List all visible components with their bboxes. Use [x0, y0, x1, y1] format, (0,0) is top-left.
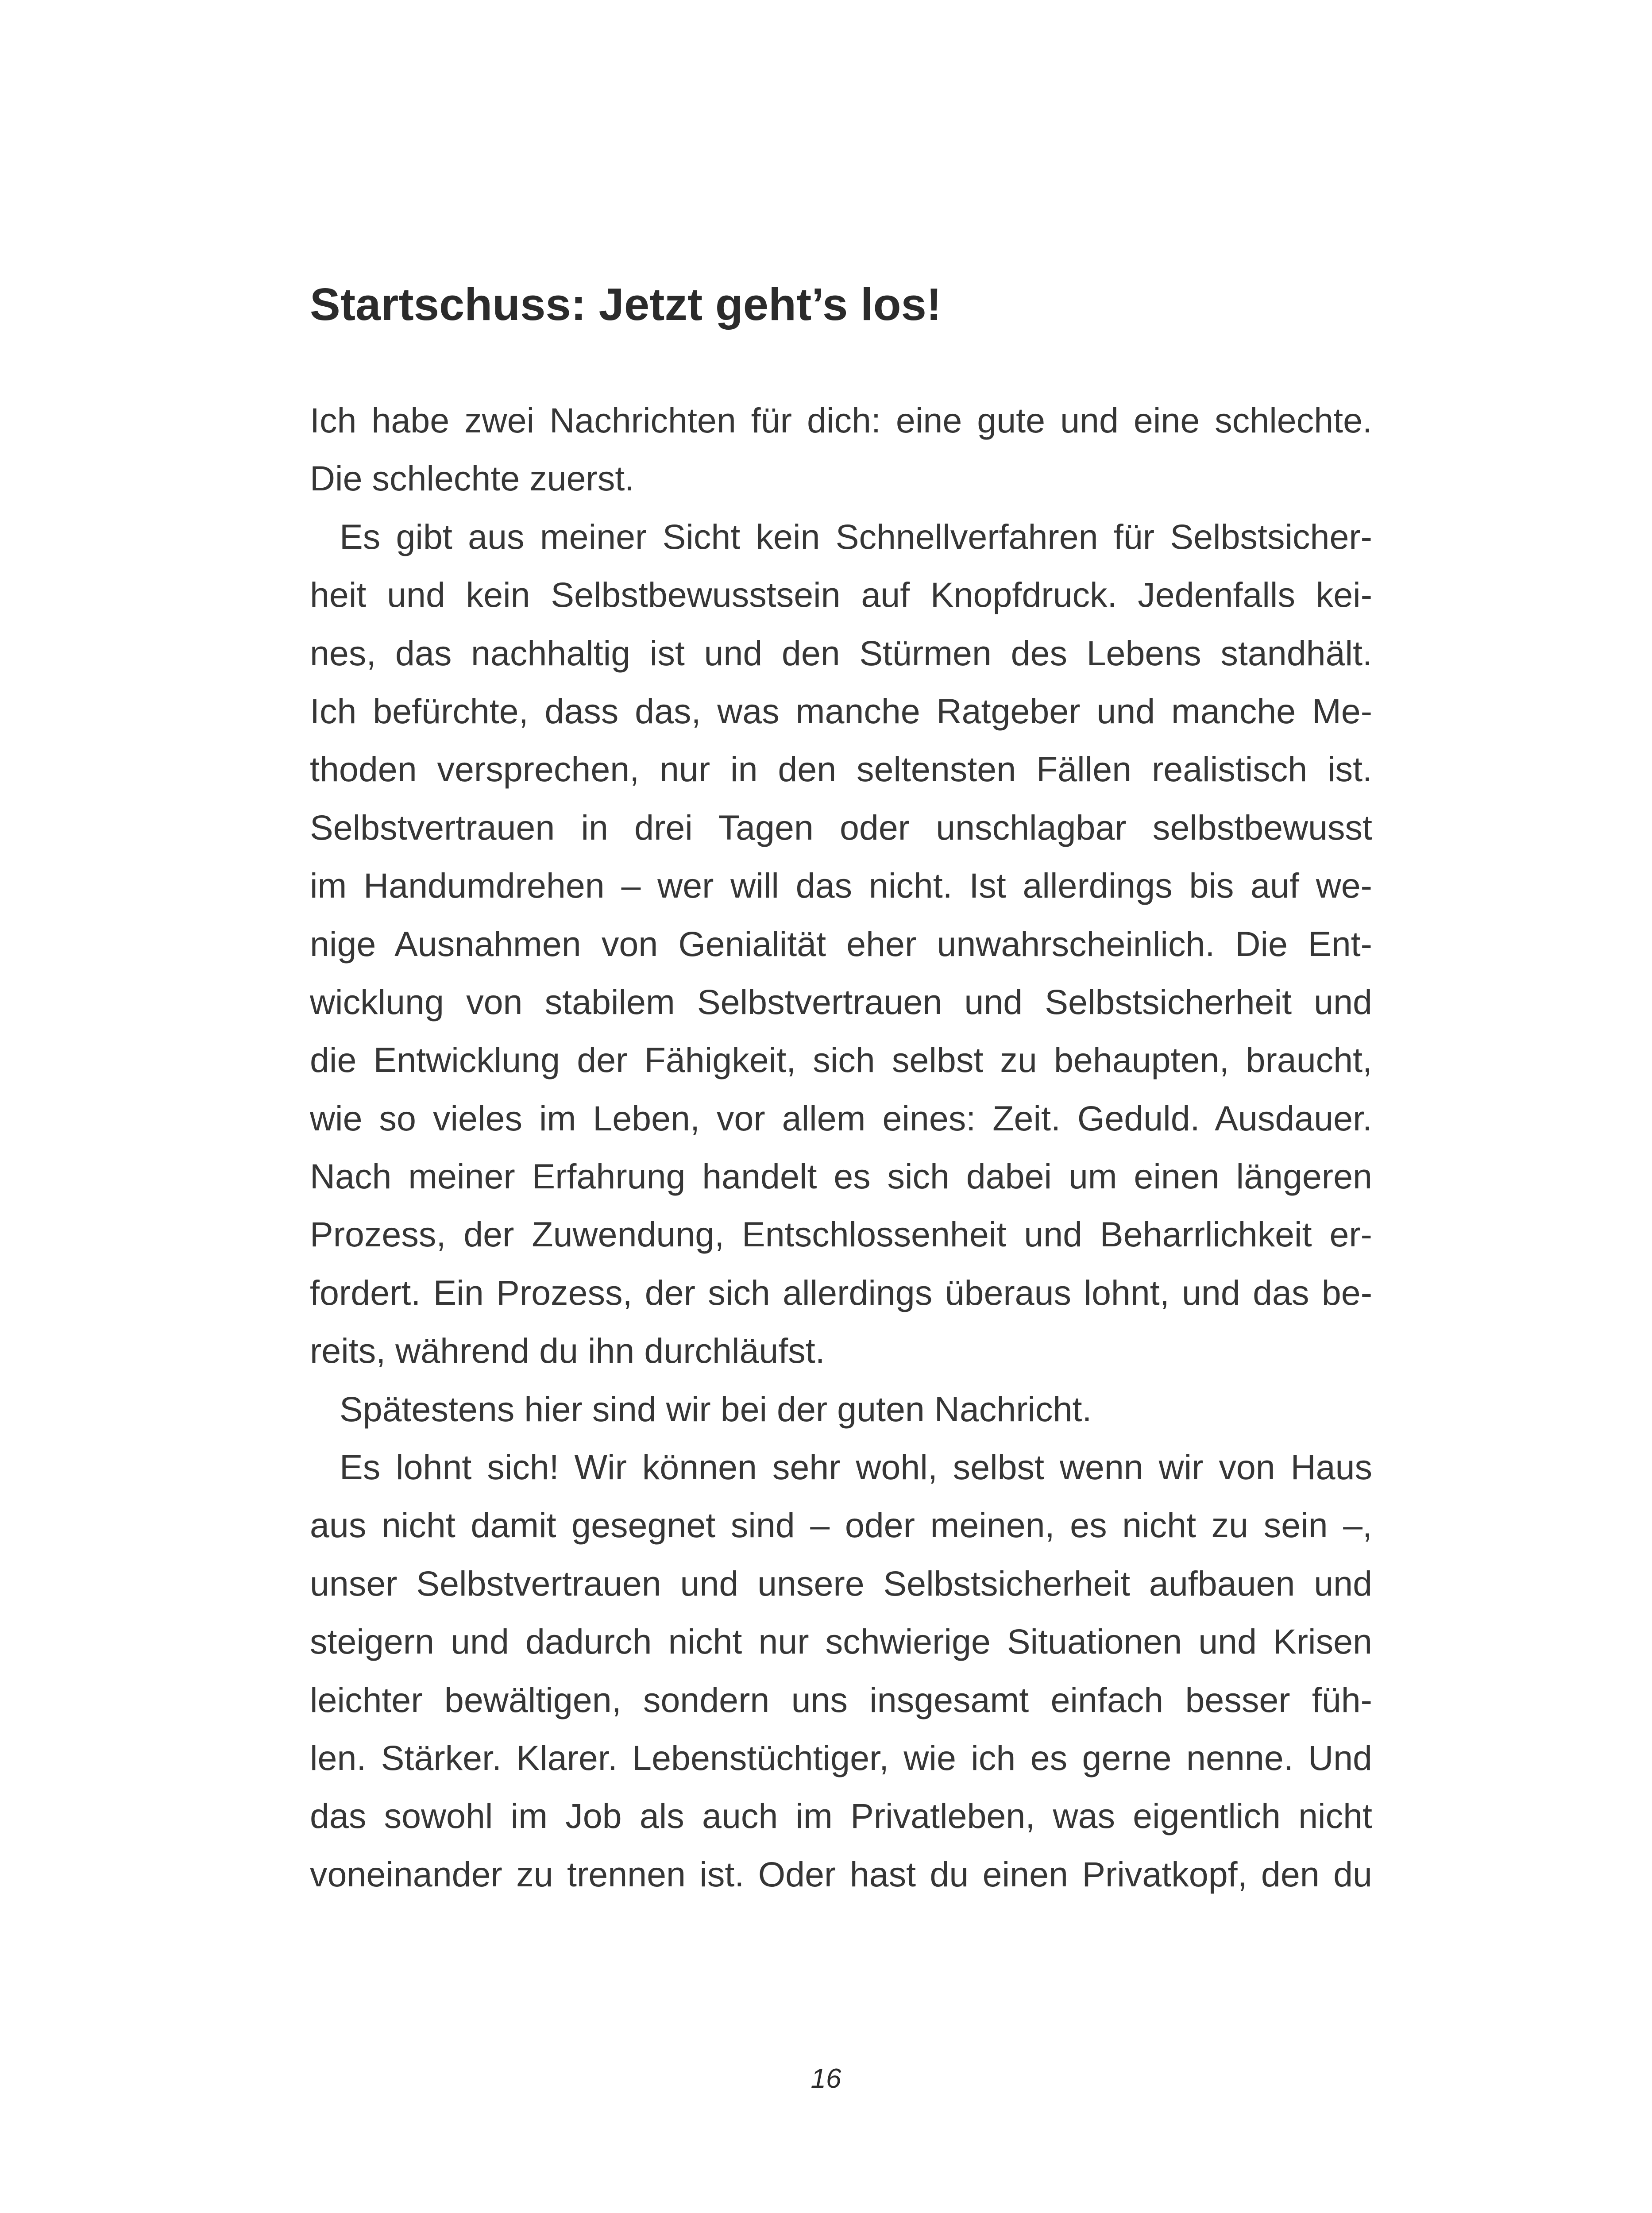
text-line: aus nicht damit gesegnet sind – oder meinen, es nicht zu sein –, — [310, 1505, 1372, 1545]
page-number: 16 — [811, 2063, 841, 2094]
paragraph-first-line: Es lohnt sich! Wir können sehr wohl, selbst wenn wir von Haus — [340, 1447, 1372, 1487]
text-line: reits, während du ihn durchläufst. — [310, 1331, 825, 1371]
text-line: wie so vieles im Leben, vor allem eines: Zeit. Geduld. Ausdauer. — [310, 1098, 1372, 1138]
text-line: unser Selbstvertrauen und unsere Selbstsicherheit aufbauen und — [310, 1563, 1372, 1603]
paragraph-first-line: Spätestens hier sind wir bei der guten Nachricht. — [340, 1389, 1092, 1429]
text-line: das sowohl im Job als auch im Privatleben, was eigentlich nicht — [310, 1796, 1372, 1836]
chapter-title: Startschuss: Jetzt geht’s los! — [310, 279, 942, 330]
text-line: fordert. Ein Prozess, der sich allerdings überaus lohnt, und das be- — [310, 1272, 1372, 1312]
text-line: heit und kein Selbstbewusstsein auf Knopfdruck. Jedenfalls kei- — [310, 575, 1372, 615]
text-line: leichter bewältigen, sondern uns insgesamt einfach besser füh- — [310, 1680, 1372, 1720]
text-line: die Entwicklung der Fähigkeit, sich selbst zu behaupten, braucht, — [310, 1040, 1372, 1080]
text-line: Selbstvertrauen in drei Tagen oder unschlagbar selbstbewusst — [310, 807, 1372, 847]
text-line: thoden versprechen, nur in den seltensten Fällen realistisch ist. — [310, 749, 1372, 789]
text-line: Prozess, der Zuwendung, Entschlossenheit und Beharrlichkeit er- — [310, 1214, 1372, 1254]
text-line: voneinander zu trennen ist. Oder hast du einen Privatkopf, den du — [310, 1854, 1372, 1894]
text-line: Ich habe zwei Nachrichten für dich: eine gute und eine schlechte. — [310, 401, 1372, 440]
text-line: len. Stärker. Klarer. Lebenstüchtiger, wie ich es gerne nenne. Und — [310, 1738, 1372, 1777]
text-line: wicklung von stabilem Selbstvertrauen und Selbstsicherheit und — [310, 982, 1372, 1022]
body-text — [310, 391, 1372, 1903]
text-line: im Handumdrehen – wer will das nicht. Ist allerdings bis auf we- — [310, 866, 1372, 906]
text-line: Nach meiner Erfahrung handelt es sich dabei um einen längeren — [310, 1157, 1372, 1196]
text-line: nige Ausnahmen von Genialität eher unwahrscheinlich. Die Ent- — [310, 924, 1372, 964]
paragraph-first-line: Es gibt aus meiner Sicht kein Schnellverfahren für Selbstsicher- — [340, 517, 1372, 556]
text-line: Die schlechte zuerst. — [310, 459, 635, 498]
text-line: nes, das nachhaltig ist und den Stürmen des Lebens standhält. — [310, 633, 1372, 673]
text-line: steigern und dadurch nicht nur schwierige Situationen und Krisen — [310, 1622, 1372, 1662]
text-line: Ich befürchte, dass das, was manche Ratgeber und manche Me- — [310, 691, 1372, 731]
